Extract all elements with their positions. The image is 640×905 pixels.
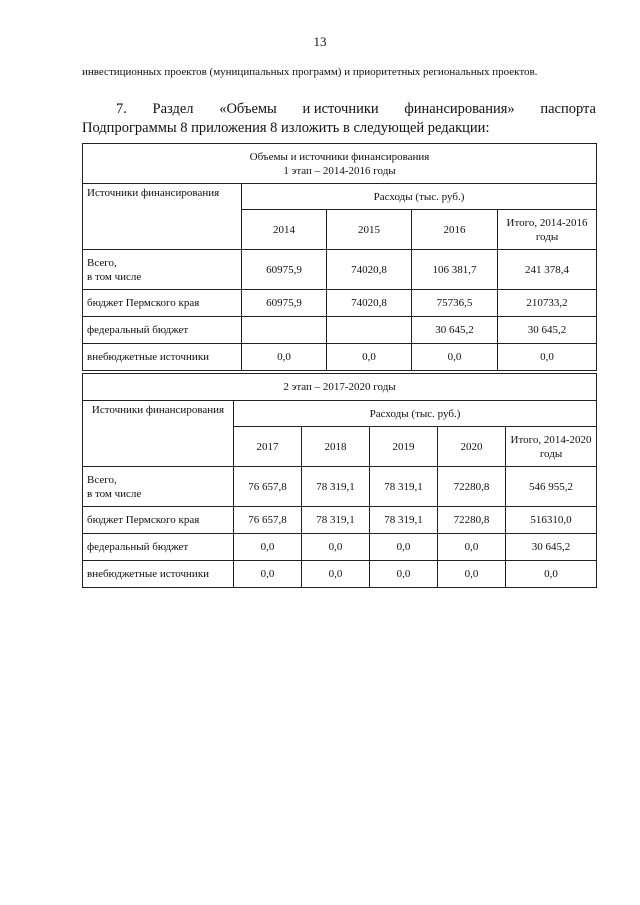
paragraph-7 bbox=[82, 100, 596, 138]
table-row bbox=[83, 250, 597, 290]
paragraph-line2: Подпрограммы 8 приложения 8 изложить в следующей редакции: bbox=[82, 120, 490, 136]
paragraph-word: финансирования» bbox=[404, 101, 515, 117]
table-cell: 76 657,8 bbox=[234, 507, 302, 534]
table-cell: 0,0 bbox=[234, 561, 302, 588]
paragraph-number: 7. bbox=[116, 101, 127, 117]
table-cell: 60975,9 bbox=[242, 250, 327, 290]
table-title: Объемы и источники финансирования 1 этап – 2014-2016 годы bbox=[83, 144, 597, 184]
table-cell: 0,0 bbox=[302, 561, 370, 588]
table-cell: 0,0 bbox=[438, 561, 506, 588]
row-label: внебюджетные источники bbox=[83, 344, 242, 371]
table-row bbox=[83, 290, 597, 317]
table-cell: 0,0 bbox=[370, 534, 438, 561]
table-cell: 74020,8 bbox=[327, 250, 412, 290]
paragraph-word: Раздел bbox=[152, 101, 194, 117]
table-cell: 72280,8 bbox=[438, 467, 506, 507]
table-row bbox=[83, 534, 597, 561]
table-cell: 78 319,1 bbox=[370, 507, 438, 534]
table-row bbox=[83, 467, 597, 507]
funding-table-stage2 bbox=[82, 373, 597, 588]
table-row bbox=[83, 344, 597, 371]
table-row bbox=[83, 507, 597, 534]
row-label: бюджет Пермского края bbox=[83, 507, 234, 534]
table-row bbox=[83, 317, 597, 344]
year-header: 2018 bbox=[302, 427, 370, 467]
row-label: федеральный бюджет bbox=[83, 317, 242, 344]
intro-text: инвестиционных проектов (муниципальных программ) и приоритетных региональных проектов. bbox=[82, 66, 538, 78]
expenses-header: Расходы (тыс. руб.) bbox=[242, 184, 597, 210]
year-header: Итого, 2014-2020 годы bbox=[506, 427, 597, 467]
table-row bbox=[83, 561, 597, 588]
table-cell: 0,0 bbox=[242, 344, 327, 371]
year-header: 2015 bbox=[327, 210, 412, 250]
table-cell: 60975,9 bbox=[242, 290, 327, 317]
table-cell: 76 657,8 bbox=[234, 467, 302, 507]
row-label: внебюджетные источники bbox=[83, 561, 234, 588]
table-cell: 78 319,1 bbox=[302, 507, 370, 534]
row-label: бюджет Пермского края bbox=[83, 290, 242, 317]
table-cell: 72280,8 bbox=[438, 507, 506, 534]
row-label: Всего, в том числе bbox=[83, 250, 242, 290]
table-cell: 78 319,1 bbox=[302, 467, 370, 507]
funding-table-stage1 bbox=[82, 143, 597, 371]
table-cell: 0,0 bbox=[302, 534, 370, 561]
table-cell: 78 319,1 bbox=[370, 467, 438, 507]
table-cell bbox=[242, 317, 327, 344]
table-cell: 74020,8 bbox=[327, 290, 412, 317]
table-cell: 30 645,2 bbox=[506, 534, 597, 561]
table-cell: 546 955,2 bbox=[506, 467, 597, 507]
table-cell: 106 381,7 bbox=[412, 250, 498, 290]
year-header: 2019 bbox=[370, 427, 438, 467]
row-label: Всего, в том числе bbox=[83, 467, 234, 507]
row-label: федеральный бюджет bbox=[83, 534, 234, 561]
paragraph-word: и источники bbox=[302, 101, 379, 117]
table-cell: 210733,2 bbox=[498, 290, 597, 317]
year-header: 2014 bbox=[242, 210, 327, 250]
table-cell: 30 645,2 bbox=[412, 317, 498, 344]
table-cell: 75736,5 bbox=[412, 290, 498, 317]
sources-header: Источники финансирования bbox=[83, 184, 242, 250]
sources-header: Источники финансирования bbox=[83, 401, 234, 467]
table-cell: 0,0 bbox=[506, 561, 597, 588]
stage2-title: 2 этап – 2017-2020 годы bbox=[83, 374, 597, 401]
paragraph-word: «Объемы bbox=[219, 101, 277, 117]
year-header: 2016 bbox=[412, 210, 498, 250]
year-header: Итого, 2014-2016 годы bbox=[498, 210, 597, 250]
table-cell: 0,0 bbox=[370, 561, 438, 588]
year-header: 2017 bbox=[234, 427, 302, 467]
stage1-title: 1 этап – 2014-2016 годы bbox=[283, 164, 396, 177]
table-cell: 0,0 bbox=[438, 534, 506, 561]
paragraph-word: паспорта bbox=[540, 101, 596, 117]
expenses-header: Расходы (тыс. руб.) bbox=[234, 401, 597, 427]
table-cell: 0,0 bbox=[327, 344, 412, 371]
year-header: 2020 bbox=[438, 427, 506, 467]
table-cell: 30 645,2 bbox=[498, 317, 597, 344]
table-cell: 516310,0 bbox=[506, 507, 597, 534]
page-number: 13 bbox=[313, 34, 327, 49]
table-cell: 0,0 bbox=[234, 534, 302, 561]
table-cell: 0,0 bbox=[498, 344, 597, 371]
table-cell: 241 378,4 bbox=[498, 250, 597, 290]
table-cell bbox=[327, 317, 412, 344]
table-cell: 0,0 bbox=[412, 344, 498, 371]
